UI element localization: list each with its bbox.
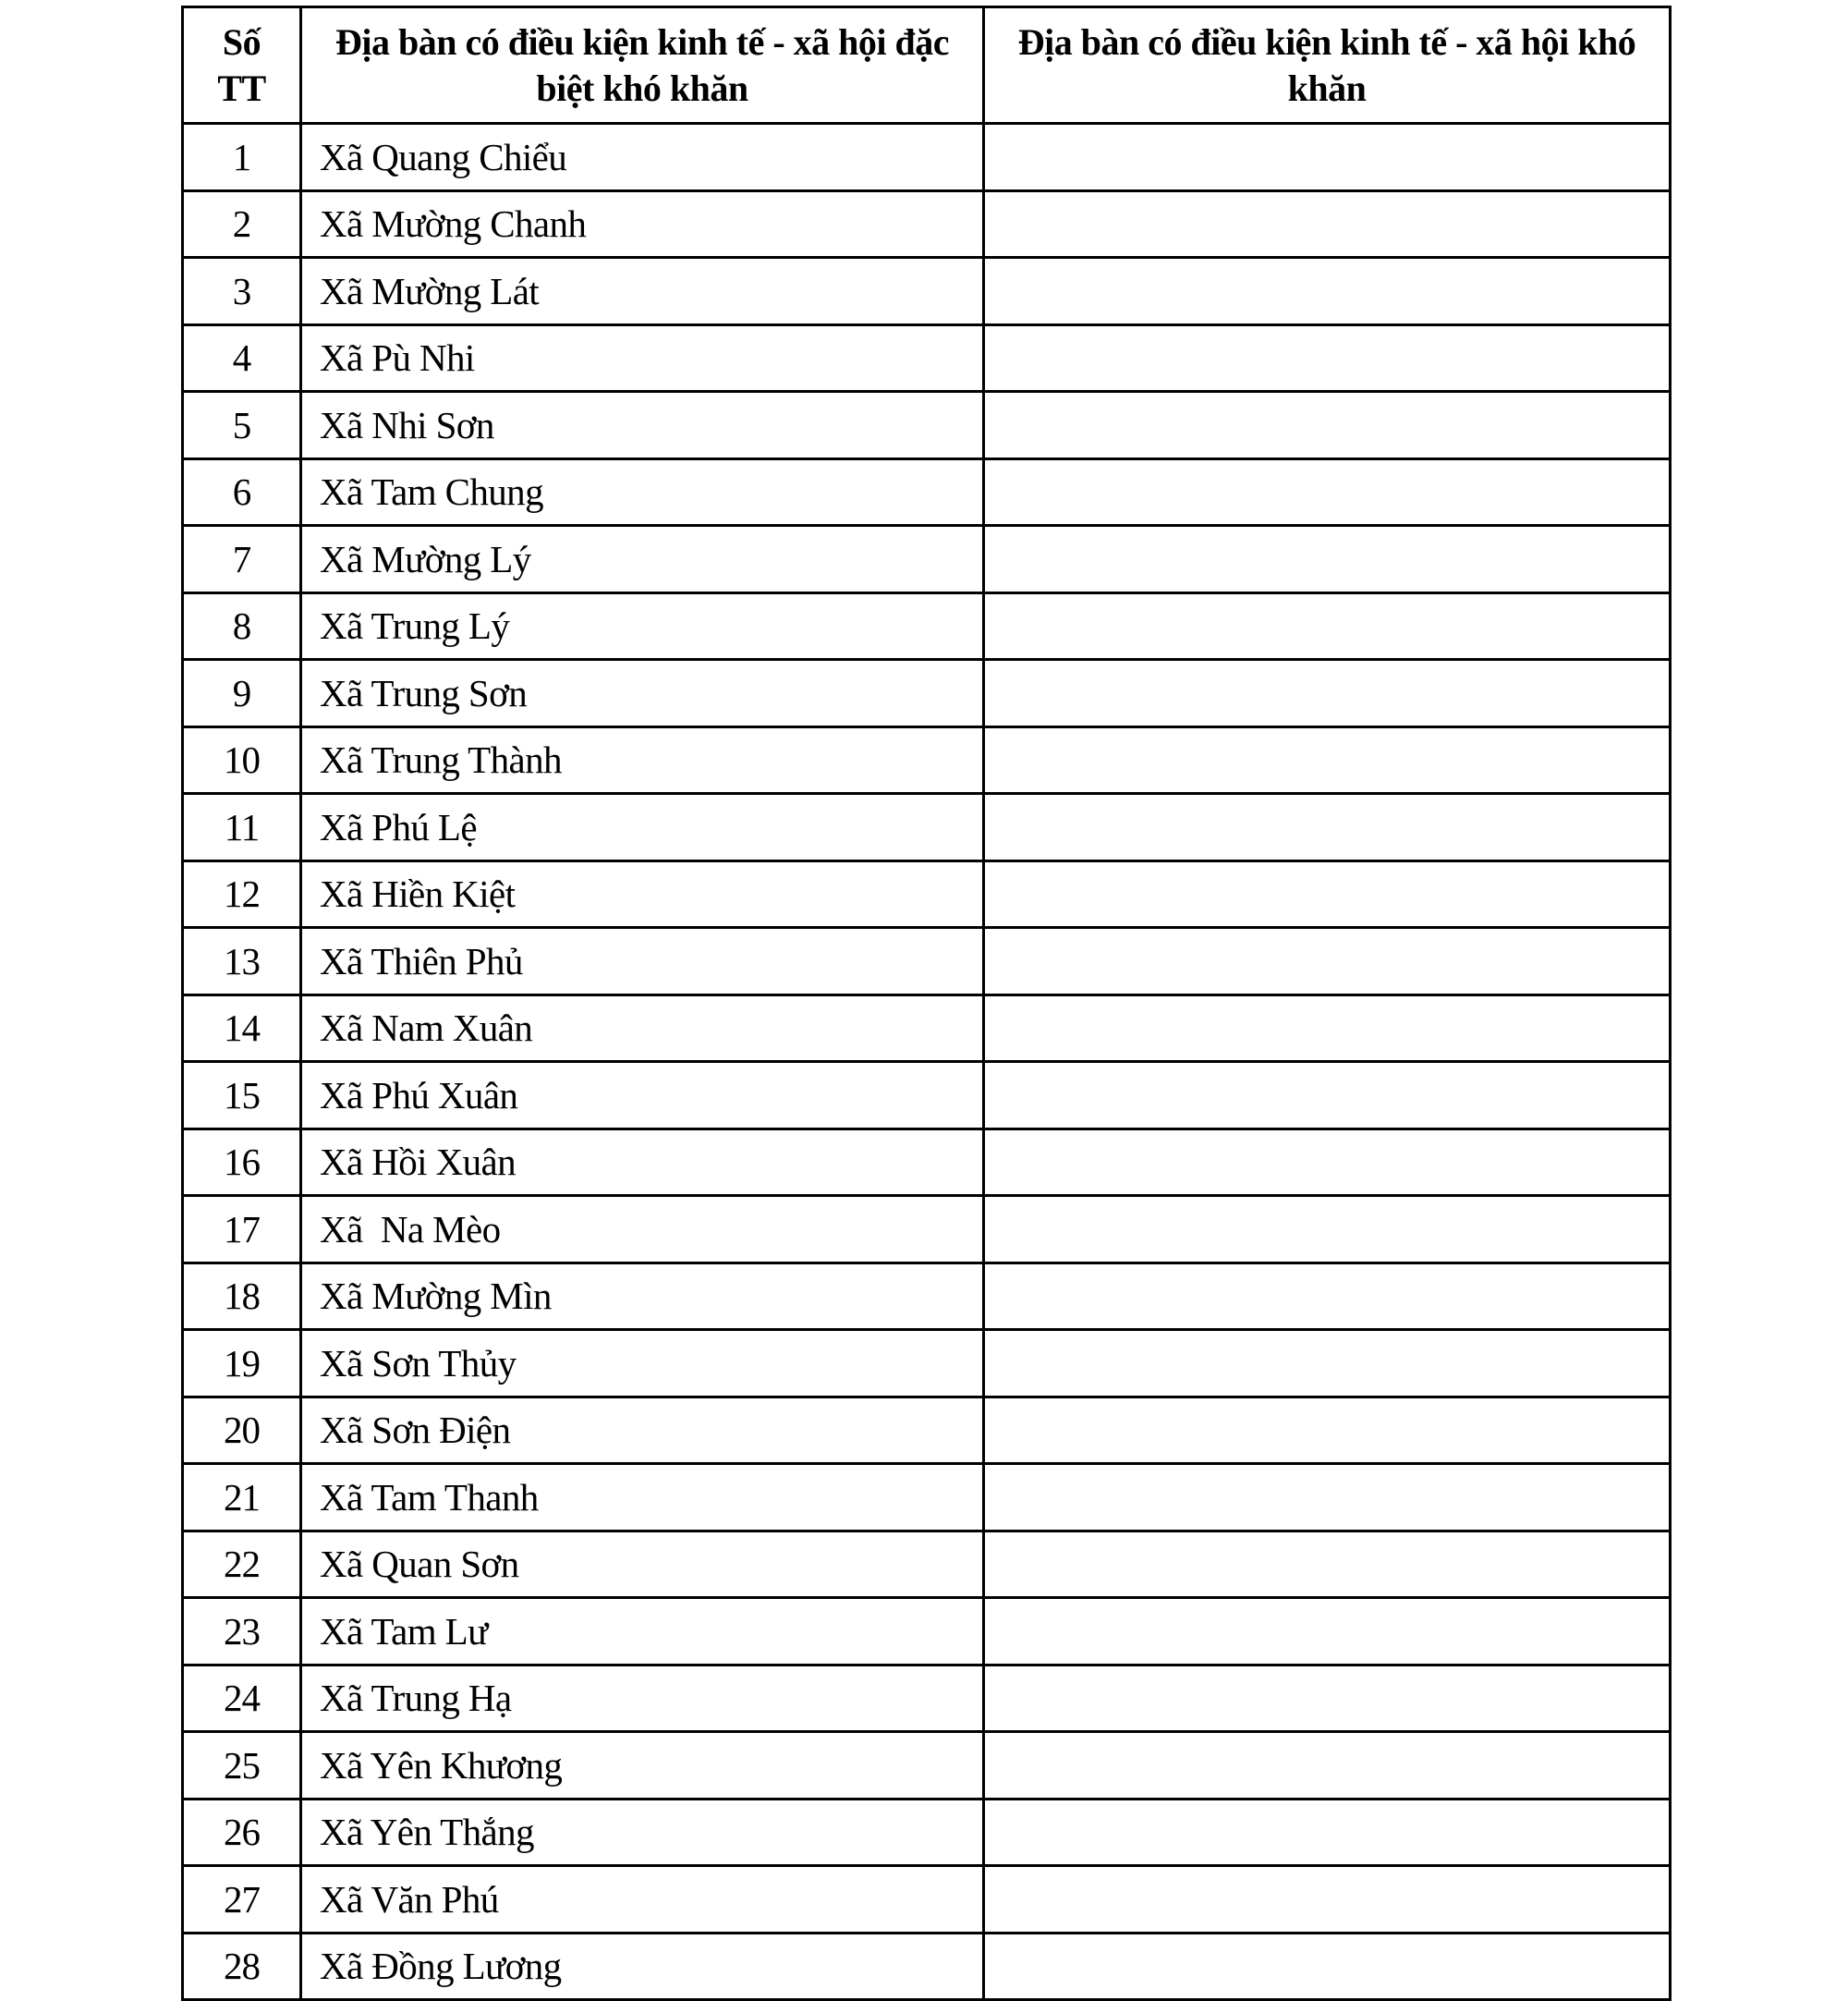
header-row — [183, 7, 1671, 124]
especially-difficult-commune-cell: Xã Mường Chanh — [301, 190, 984, 258]
table-row — [183, 592, 1671, 660]
difficult-commune-cell — [984, 1866, 1671, 1934]
header-difficult-label: Địa bàn có điều kiện kinh tế - xã hội khó khăn — [1017, 20, 1636, 109]
especially-difficult-commune-cell: Xã Tam Lư — [301, 1598, 984, 1665]
row-number-cell: 15 — [183, 1062, 301, 1129]
especially-difficult-commune-cell: Xã Mường Mìn — [301, 1263, 984, 1330]
row-number-cell: 4 — [183, 324, 301, 392]
table-row — [183, 1531, 1671, 1598]
difficult-commune-cell — [984, 1330, 1671, 1397]
row-number-cell: 11 — [183, 794, 301, 861]
header-difficult-area — [984, 7, 1671, 124]
row-number-cell: 12 — [183, 860, 301, 928]
row-number-cell: 27 — [183, 1866, 301, 1934]
difficult-commune-cell — [984, 928, 1671, 995]
row-number-cell: 25 — [183, 1732, 301, 1800]
difficult-commune-cell — [984, 324, 1671, 392]
difficult-commune-cell — [984, 1129, 1671, 1196]
table-row — [183, 1866, 1671, 1934]
header-especially-difficult-area — [301, 7, 984, 124]
row-number-cell: 3 — [183, 258, 301, 325]
header-stt-line1: Số — [222, 20, 261, 63]
row-number-cell: 20 — [183, 1397, 301, 1464]
especially-difficult-commune-cell: Xã Tam Chung — [301, 458, 984, 526]
difficult-commune-cell — [984, 1933, 1671, 2000]
table-row — [183, 1799, 1671, 1866]
difficult-commune-cell — [984, 124, 1671, 191]
table-row — [183, 124, 1671, 191]
table-row — [183, 794, 1671, 861]
especially-difficult-commune-cell: Xã Nam Xuân — [301, 994, 984, 1062]
row-number-cell: 2 — [183, 190, 301, 258]
difficult-commune-cell — [984, 1799, 1671, 1866]
difficult-commune-cell — [984, 1062, 1671, 1129]
especially-difficult-commune-cell: Xã Tam Thanh — [301, 1464, 984, 1531]
table-row — [183, 726, 1671, 794]
especially-difficult-commune-cell: Xã Đồng Lương — [301, 1933, 984, 2000]
especially-difficult-commune-cell: Xã Trung Sơn — [301, 660, 984, 727]
table-row — [183, 190, 1671, 258]
row-number-cell: 8 — [183, 592, 301, 660]
especially-difficult-commune-cell: Xã Pù Nhi — [301, 324, 984, 392]
table-row — [183, 1196, 1671, 1263]
especially-difficult-commune-cell: Xã Hồi Xuân — [301, 1129, 984, 1196]
difficult-commune-cell — [984, 1732, 1671, 1800]
row-number-cell: 1 — [183, 124, 301, 191]
especially-difficult-commune-cell: Xã Mường Lát — [301, 258, 984, 325]
especially-difficult-commune-cell: Xã Mường Lý — [301, 526, 984, 593]
header-stt — [183, 7, 301, 124]
difficult-commune-cell — [984, 1598, 1671, 1665]
row-number-cell: 26 — [183, 1799, 301, 1866]
table-row — [183, 1464, 1671, 1531]
table-body — [183, 124, 1671, 2000]
especially-difficult-commune-cell: Xã Trung Lý — [301, 592, 984, 660]
especially-difficult-commune-cell: Xã Na Mèo — [301, 1196, 984, 1263]
especially-difficult-commune-cell: Xã Trung Hạ — [301, 1665, 984, 1732]
difficult-commune-cell — [984, 592, 1671, 660]
especially-difficult-commune-cell: Xã Quang Chiểu — [301, 124, 984, 191]
row-number-cell: 23 — [183, 1598, 301, 1665]
commune-classification-table — [181, 6, 1672, 2001]
table-row — [183, 994, 1671, 1062]
table-row — [183, 928, 1671, 995]
row-number-cell: 5 — [183, 392, 301, 459]
table-row — [183, 1732, 1671, 1800]
table-row — [183, 1129, 1671, 1196]
difficult-commune-cell — [984, 1464, 1671, 1531]
difficult-commune-cell — [984, 1196, 1671, 1263]
table-row — [183, 1397, 1671, 1464]
especially-difficult-commune-cell: Xã Văn Phú — [301, 1866, 984, 1934]
table-row — [183, 258, 1671, 325]
difficult-commune-cell — [984, 794, 1671, 861]
table-row — [183, 1665, 1671, 1732]
difficult-commune-cell — [984, 258, 1671, 325]
especially-difficult-commune-cell: Xã Trung Thành — [301, 726, 984, 794]
row-number-cell: 13 — [183, 928, 301, 995]
table-row — [183, 1263, 1671, 1330]
especially-difficult-commune-cell: Xã Phú Lệ — [301, 794, 984, 861]
table-header — [183, 7, 1671, 124]
difficult-commune-cell — [984, 1263, 1671, 1330]
especially-difficult-commune-cell: Xã Yên Thắng — [301, 1799, 984, 1866]
difficult-commune-cell — [984, 726, 1671, 794]
difficult-commune-cell — [984, 392, 1671, 459]
difficult-commune-cell — [984, 458, 1671, 526]
table-row — [183, 860, 1671, 928]
difficult-commune-cell — [984, 860, 1671, 928]
especially-difficult-commune-cell: Xã Phú Xuân — [301, 1062, 984, 1129]
row-number-cell: 18 — [183, 1263, 301, 1330]
difficult-commune-cell — [984, 1397, 1671, 1464]
table-row — [183, 1933, 1671, 2000]
row-number-cell: 24 — [183, 1665, 301, 1732]
table-row — [183, 324, 1671, 392]
difficult-commune-cell — [984, 1531, 1671, 1598]
row-number-cell: 6 — [183, 458, 301, 526]
header-stt-label — [184, 19, 299, 112]
difficult-commune-cell — [984, 526, 1671, 593]
difficult-commune-cell — [984, 190, 1671, 258]
table-row — [183, 1330, 1671, 1397]
row-number-cell: 14 — [183, 994, 301, 1062]
table-row — [183, 1598, 1671, 1665]
table-row — [183, 660, 1671, 727]
especially-difficult-commune-cell: Xã Yên Khương — [301, 1732, 984, 1800]
row-number-cell: 28 — [183, 1933, 301, 2000]
row-number-cell: 7 — [183, 526, 301, 593]
especially-difficult-commune-cell: Xã Hiền Kiệt — [301, 860, 984, 928]
row-number-cell: 22 — [183, 1531, 301, 1598]
table-row — [183, 458, 1671, 526]
especially-difficult-commune-cell: Xã Nhi Sơn — [301, 392, 984, 459]
table-row — [183, 392, 1671, 459]
especially-difficult-commune-cell: Xã Quan Sơn — [301, 1531, 984, 1598]
especially-difficult-commune-cell: Xã Sơn Điện — [301, 1397, 984, 1464]
table-row — [183, 526, 1671, 593]
header-stt-line2: TT — [217, 67, 266, 109]
especially-difficult-commune-cell: Xã Sơn Thủy — [301, 1330, 984, 1397]
especially-difficult-commune-cell: Xã Thiên Phủ — [301, 928, 984, 995]
row-number-cell: 21 — [183, 1464, 301, 1531]
header-especially-difficult-label: Địa bàn có điều kiện kinh tế - xã hội đặc biệt khó khăn — [334, 20, 950, 109]
row-number-cell: 16 — [183, 1129, 301, 1196]
difficult-commune-cell — [984, 1665, 1671, 1732]
row-number-cell: 9 — [183, 660, 301, 727]
difficult-commune-cell — [984, 660, 1671, 727]
row-number-cell: 10 — [183, 726, 301, 794]
difficult-commune-cell — [984, 994, 1671, 1062]
row-number-cell: 19 — [183, 1330, 301, 1397]
table-row — [183, 1062, 1671, 1129]
row-number-cell: 17 — [183, 1196, 301, 1263]
